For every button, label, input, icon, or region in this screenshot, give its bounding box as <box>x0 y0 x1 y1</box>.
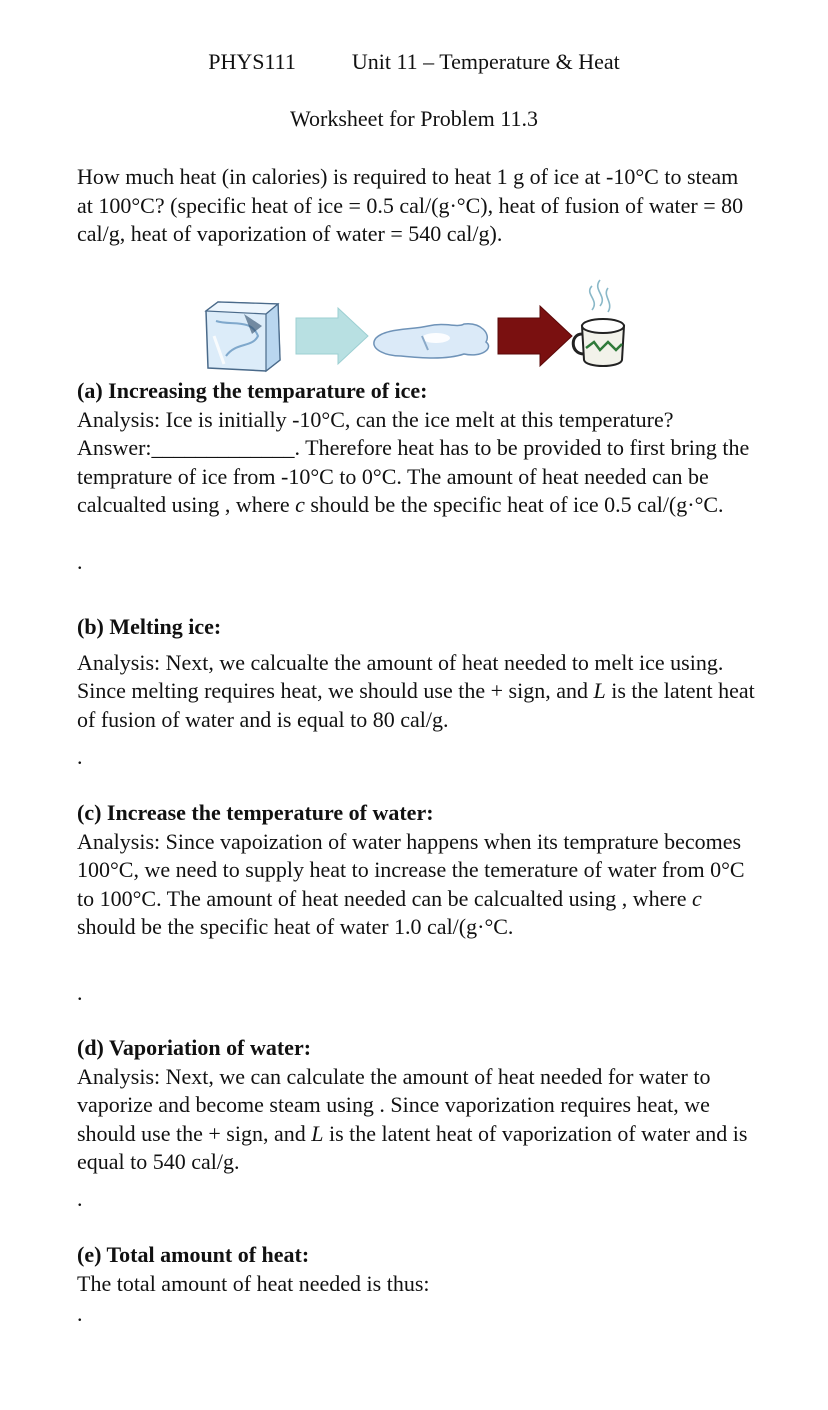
course-code: PHYS111 <box>208 49 296 74</box>
section-a-heading: (a) Increasing the temparature of ice: <box>77 378 428 403</box>
section-e-dot: . <box>77 1301 83 1326</box>
section-c-analysis-text: Analysis: Since vapoization of water happens when its temprature becomes 100°C, we need to supply heat to increase the temerature of water from 0°C to 100°C. The amount of heat needed can be calcualted using , where <box>77 828 745 911</box>
section-e-text: The total amount of heat needed is thus: <box>77 1270 430 1296</box>
variable-l: L <box>593 678 606 703</box>
page-header <box>0 49 828 75</box>
section-c-dot: . <box>77 980 83 1005</box>
section-b-dot: . <box>77 744 83 769</box>
steaming-mug-icon <box>573 280 624 366</box>
phase-change-illustration <box>196 276 636 376</box>
section-e-heading: (e) Total amount of heat: <box>77 1242 310 1267</box>
unit-title: Unit 11 – Temperature & Heat <box>351 49 620 74</box>
section-d-analysis-text: Analysis: Next, we can calculate the amount of heat needed for water to vaporize and become steam using . Since vaporization requires heat, we should use the + sign, and <box>77 1063 711 1146</box>
section-d <box>77 1034 757 1177</box>
section-a-question: Analysis: Ice is initially -10°C, can the ice melt at this temperature? <box>77 406 674 432</box>
section-b-analysis <box>77 649 757 735</box>
worksheet-title: Worksheet for Problem 11.3 <box>290 106 538 131</box>
section-a-answer-tail: should be the specific heat of ice 0.5 cal/(g·°C. <box>304 492 724 517</box>
section-b <box>77 613 757 734</box>
arrow-right-icon <box>296 308 368 364</box>
section-c-heading: (c) Increase the temperature of water: <box>77 800 434 825</box>
section-c-analysis-tail: should be the specific heat of water 1.0 cal/(g·°C. <box>77 914 514 939</box>
water-puddle-icon <box>374 324 489 358</box>
section-a-answer-text: Answer:_____________. Therefore heat has to be provided to first bring the temprature of ice from -10°C to 0°C. The amount of heat needed can be calcualted using , where <box>77 435 750 517</box>
section-e <box>77 1241 757 1298</box>
section-c <box>77 799 757 942</box>
section-a <box>77 377 757 520</box>
ice-cube-icon <box>206 302 280 371</box>
variable-c: c <box>295 492 305 517</box>
arrow-right-icon <box>498 306 572 366</box>
section-b-analysis-tail: is the latent heat of fusion of water and is equal to 80 cal/g. <box>77 678 755 732</box>
section-d-heading: (d) Vaporiation of water: <box>77 1035 312 1060</box>
section-d-analysis-tail: is the latent heat of vaporization of water and is equal to 540 cal/g. <box>77 1120 748 1174</box>
section-c-analysis <box>77 828 757 942</box>
variable-c: c <box>692 885 702 911</box>
problem-question: How much heat (in calories) is required to heat 1 g of ice at -10°C to steam at 100°C? (specific heat of ice = 0.5 cal/(g·°C), heat of fusion of water = 80 cal/g, heat of vaporization of water = 540 cal/g). <box>77 164 744 246</box>
section-d-dot: . <box>77 1186 83 1211</box>
section-b-heading: (b) Melting ice: <box>77 614 222 639</box>
section-d-analysis <box>77 1063 757 1177</box>
section-b-analysis-text: Analysis: Next, we calcualte the amount of heat needed to melt ice using. Since melting requires heat, we should use the + sign, and <box>77 649 724 703</box>
section-a-answer <box>77 434 757 520</box>
variable-l: L <box>311 1120 324 1146</box>
section-a-dot: . <box>77 549 83 574</box>
